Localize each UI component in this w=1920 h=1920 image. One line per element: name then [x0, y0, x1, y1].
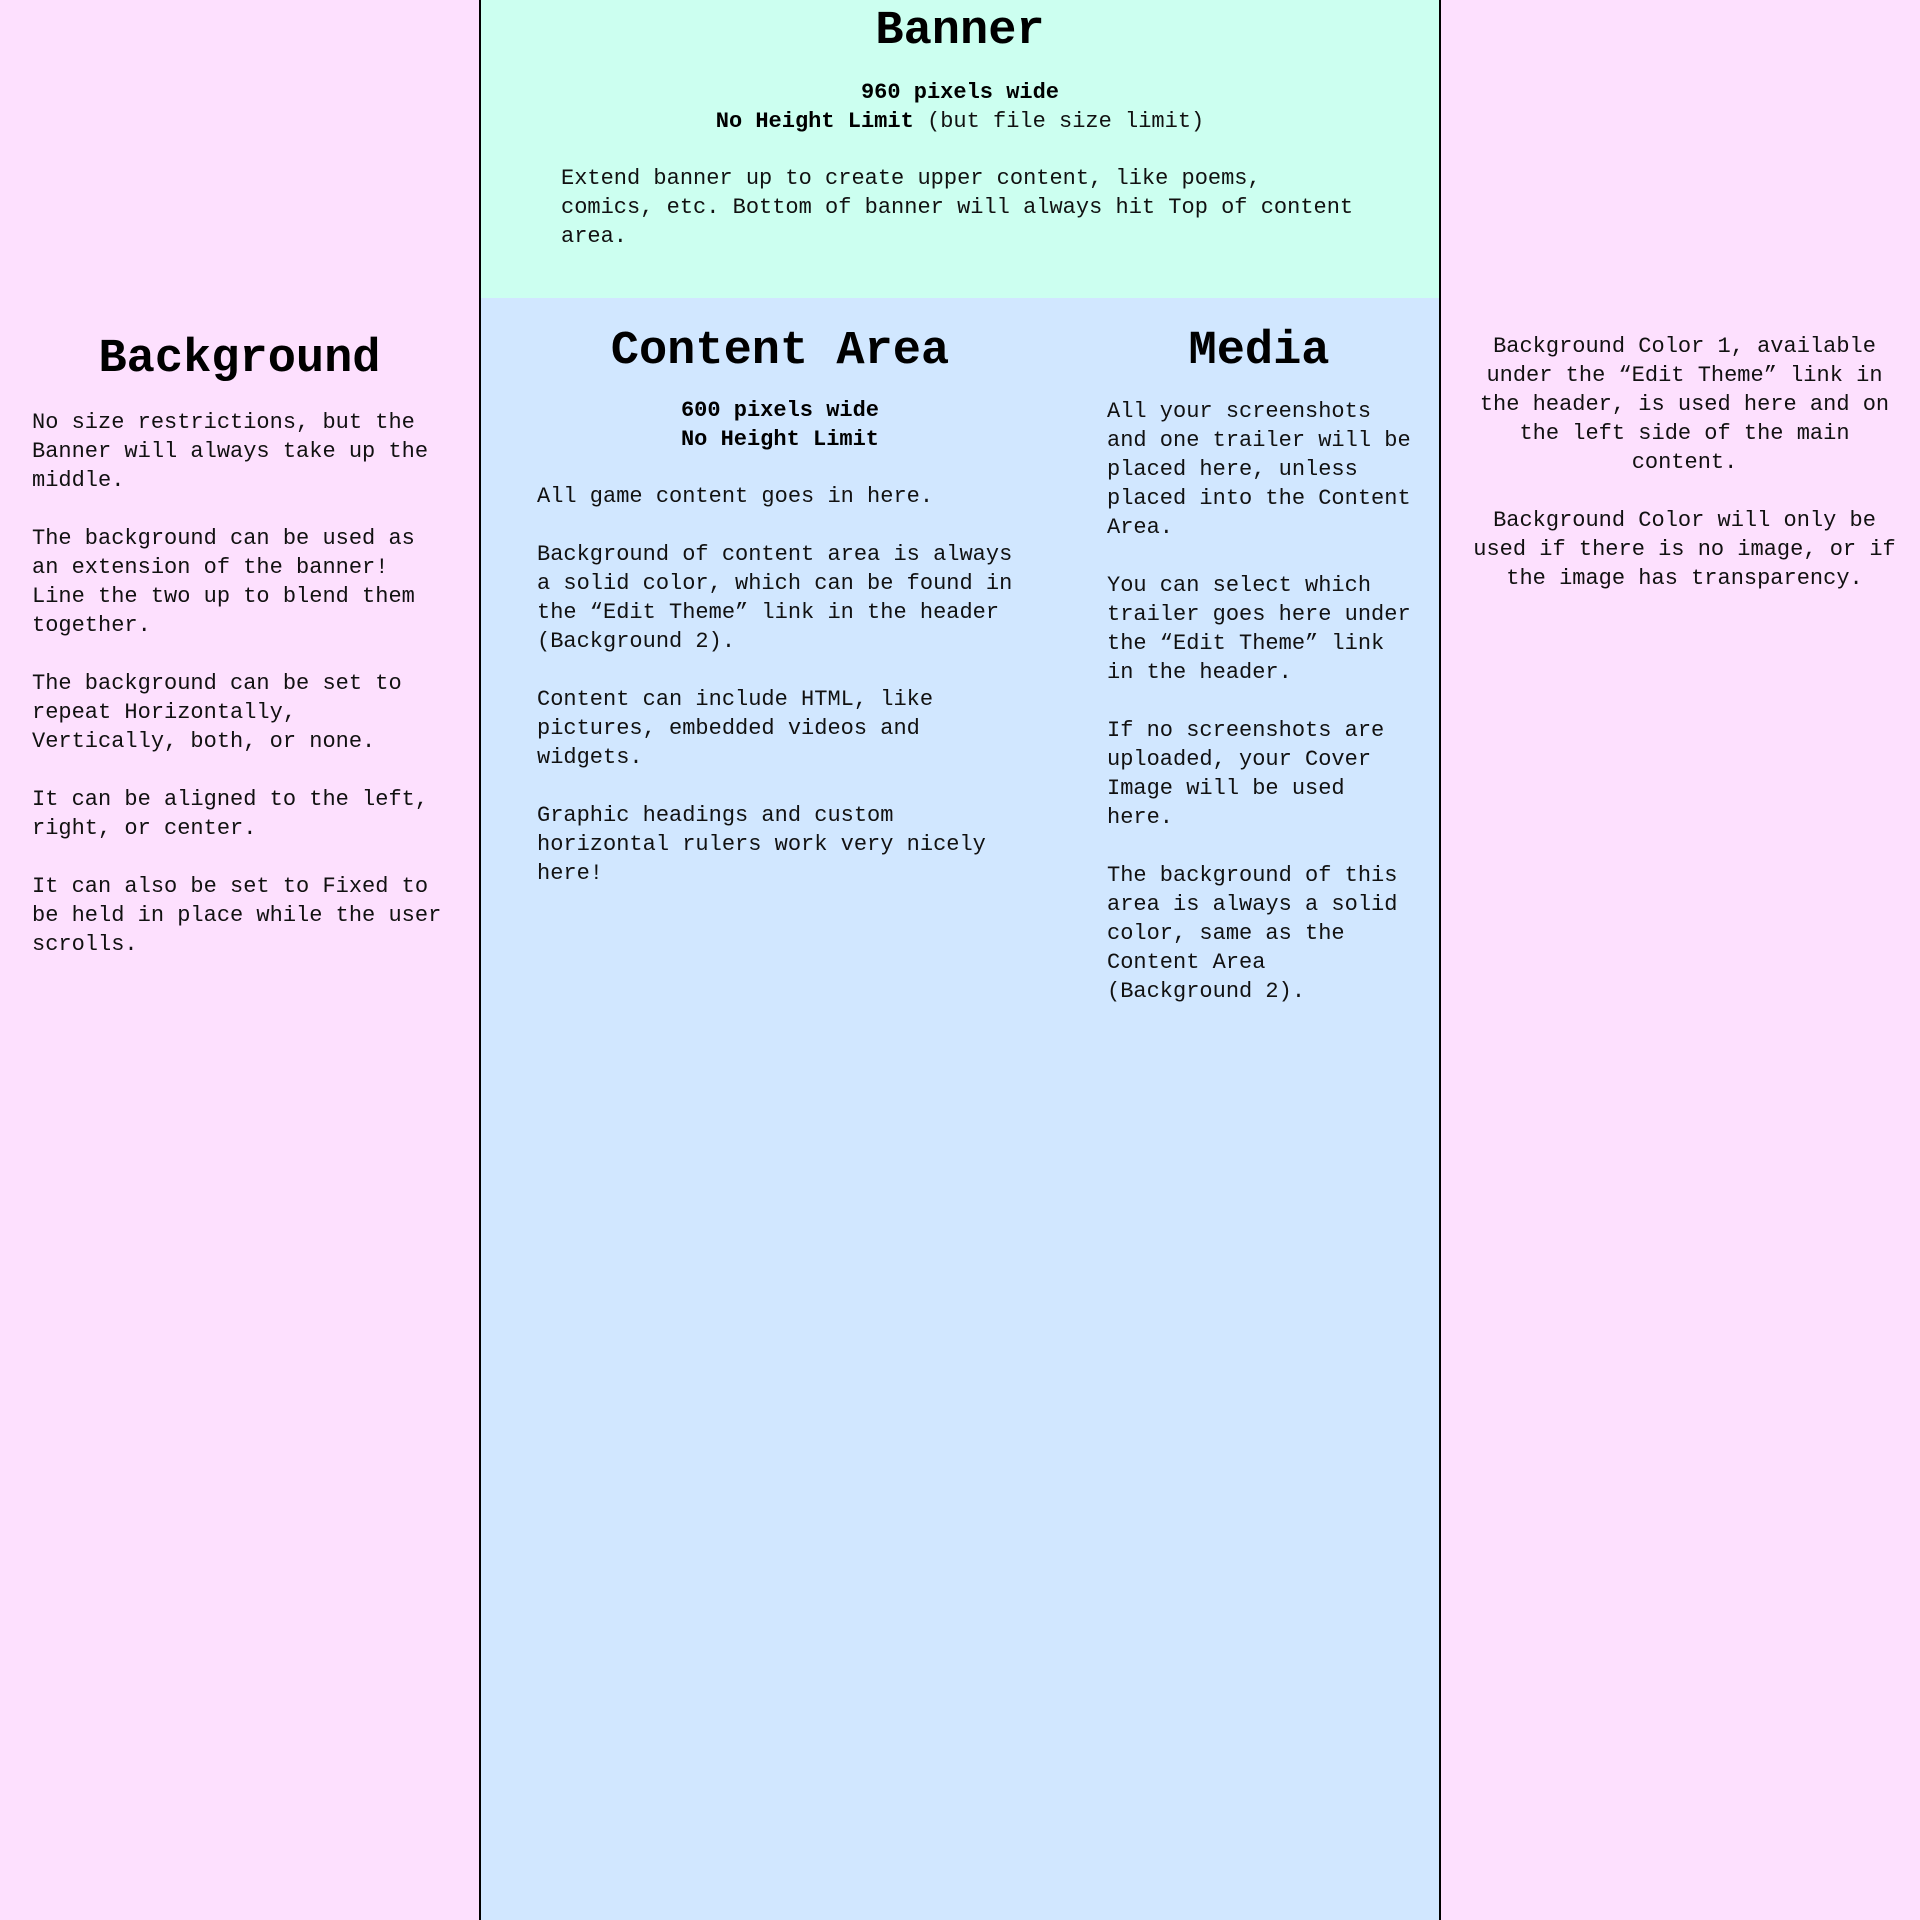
content-area-dimensions — [481, 396, 1079, 454]
banner-region — [479, 0, 1441, 300]
content-area-paragraph: Graphic headings and custom horizontal rulers work very nicely here! — [537, 803, 986, 886]
media-title: Media — [1188, 325, 1330, 378]
media-region — [1079, 298, 1441, 1920]
background-color-region — [1441, 300, 1920, 1920]
content-area-height-label: No Height Limit — [680, 427, 880, 452]
background-paragraph: It can be aligned to the left, right, or center. — [32, 787, 429, 841]
background-description — [0, 408, 479, 959]
media-description — [1079, 397, 1439, 1006]
banner-description — [481, 164, 1439, 251]
banner-width-label: 960 pixels wide — [860, 80, 1060, 105]
banner-height-note: (but file size limit) — [913, 109, 1205, 134]
content-area-width-label: 600 pixels wide — [680, 398, 880, 423]
content-area-paragraph: All game content goes in here. — [537, 484, 934, 509]
media-paragraph: All your screenshots and one trailer will be placed here, unless placed into the Content Area. — [1107, 399, 1411, 540]
background-color-description — [1441, 332, 1920, 593]
banner-paragraph: Extend banner up to create upper content, like poems, comics, etc. Bottom of banner will always hit Top of content area. — [561, 166, 1354, 249]
background-paragraph: The background can be used as an extension of the banner! Line the two up to blend them together. — [32, 526, 415, 638]
banner-height-label: No Height Limit — [715, 109, 914, 134]
banner-title: Banner — [875, 5, 1045, 58]
banner-dimensions — [481, 78, 1439, 136]
background-paragraph: It can also be set to Fixed to be held in place while the user scrolls. — [32, 874, 442, 957]
content-area-paragraph: Background of content area is always a solid color, which can be found in the “Edit Theme” link in the header (Background 2). — [537, 542, 1013, 654]
background-region — [0, 300, 479, 1920]
content-area-description — [481, 482, 1079, 888]
background-paragraph: No size restrictions, but the Banner will always take up the middle. — [32, 410, 429, 493]
content-area-region — [479, 298, 1081, 1920]
media-paragraph: If no screenshots are uploaded, your Cover Image will be used here. — [1107, 718, 1385, 830]
media-paragraph: The background of this area is always a solid color, same as the Content Area (Background 2). — [1107, 863, 1398, 1004]
background-color-paragraph: Background Color will only be used if there is no image, or if the image has transparency. — [1473, 508, 1896, 591]
background-title: Background — [98, 333, 381, 386]
content-area-title: Content Area — [610, 325, 950, 378]
media-paragraph: You can select which trailer goes here under the “Edit Theme” link in the header. — [1107, 573, 1411, 685]
background-color-paragraph: Background Color 1, available under the “Edit Theme” link in the header, is used here and on the left side of the main content. — [1479, 334, 1890, 475]
content-area-paragraph: Content can include HTML, like pictures, embedded videos and widgets. — [537, 687, 934, 770]
background-paragraph: The background can be set to repeat Horizontally, Vertically, both, or none. — [32, 671, 402, 754]
